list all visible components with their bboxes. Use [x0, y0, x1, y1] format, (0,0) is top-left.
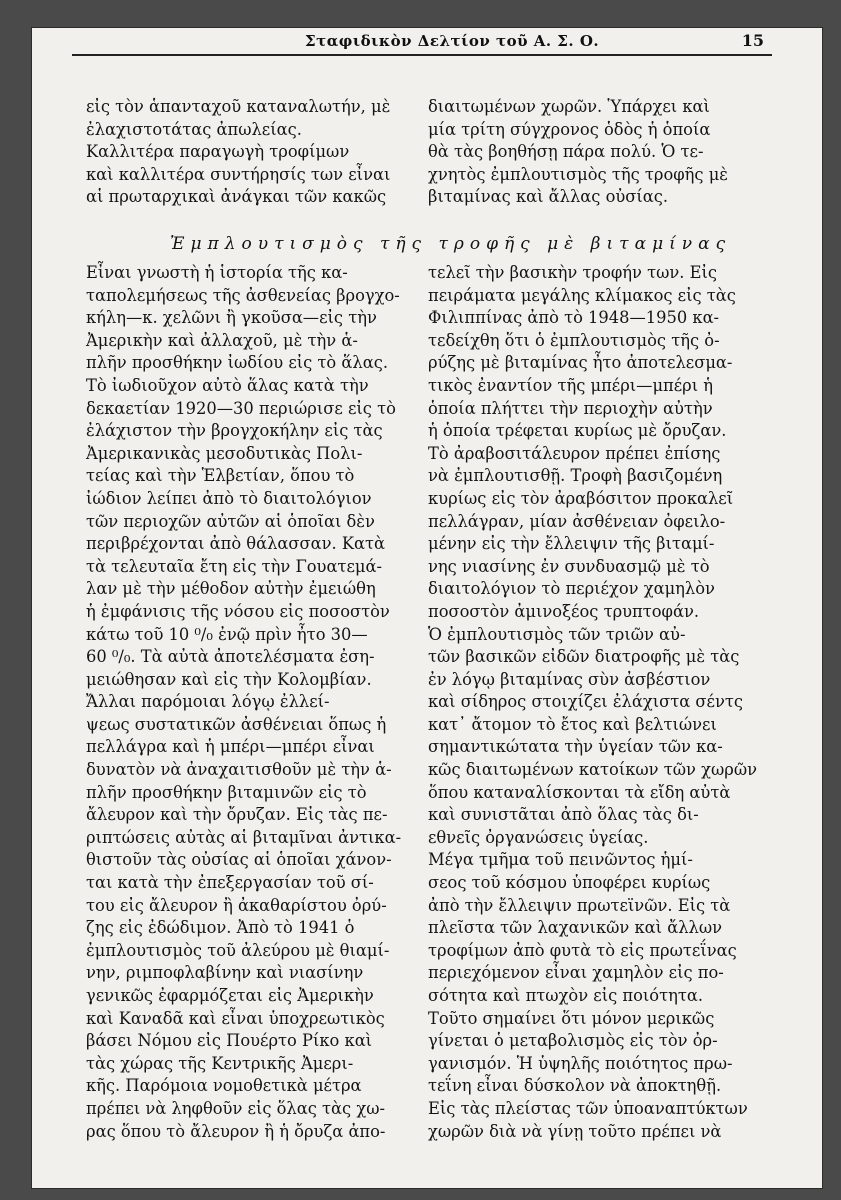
- text-line: εθνεῖς ὀργανώσεις ὑγείας.: [428, 827, 649, 847]
- section-heading: Ἐμπλουτισμὸς τῆς τροφῆς μὲ βιταμίνας: [170, 234, 732, 254]
- text-line: νὰ ἐμπλουτισθῇ. Τροφὴ βασιζομένη: [428, 466, 723, 486]
- top-right-column: [428, 96, 758, 209]
- text-line: καὶ σίδηρος στοιχίζει ἐλάχιστα σέντς: [428, 692, 743, 712]
- text-line: Ὁ ἐμπλουτισμὸς τῶν τριῶν αὐ-: [428, 624, 686, 644]
- right-column: [428, 262, 778, 1143]
- text-line: ἀπὸ τὴν ἔλλειψιν πρωτεϊνῶν. Εἰς τὰ: [428, 895, 731, 915]
- text-line: του εἰς ἄλευρον ἢ ἀκαθαρίστου ὀρύ-: [86, 895, 387, 915]
- text-line: ρύζης μὲ βιταμίνας ἦτο ἀποτελεσμα-: [428, 353, 733, 373]
- text-line: κατ᾽ ἄτομον τὸ ἔτος καὶ βελτιώνει: [428, 714, 717, 734]
- text-line: λαν μὲ τὴν μέθοδον αὐτὴν ἐμειώθη: [86, 579, 376, 599]
- text-line: τῶν βασικῶν εἰδῶν διατροφῆς μὲ τὰς: [428, 647, 740, 667]
- text-line: κάτω τοῦ 10 ⁰/₀ ἐνῷ πρὶν ἦτο 30—: [86, 624, 368, 644]
- text-line: διαιτολόγιον τὸ περιέχον χαμηλὸν: [428, 579, 715, 599]
- text-line: χωρῶν διὰ νὰ γίνῃ τοῦτο πρέπει νὰ: [428, 1121, 722, 1141]
- text-line: ἄλευρον καὶ τὴν ὄρυζαν. Εἰς τὰς πε-: [86, 805, 388, 825]
- text-line: ἡ ὁποία τρέφεται κυρίως μὲ ὄρυζαν.: [428, 421, 727, 441]
- text-line: χνητὸς ἐμπλουτισμὸς τῆς τροφῆς μὲ: [428, 164, 729, 184]
- text-line: γανισμόν. Ἡ ὑψηλῆς ποιότητος πρω-: [428, 1053, 733, 1073]
- text-line: ὁποία πλήττει τὴν περιοχὴν αὐτὴν: [428, 398, 713, 418]
- text-line: πλῆν προσθήκην ἰωδίου εἰς τὸ ἅλας.: [86, 353, 389, 373]
- text-line: ἐλάχιστον τὴν βρογχοκήλην εἰς τὰς: [86, 421, 383, 441]
- text-line: πειράματα μεγάλης κλίμακος εἰς τὰς: [428, 285, 736, 305]
- text-line: τελεῖ τὴν βασικὴν τροφήν των. Εἰς: [428, 263, 718, 282]
- text-line: Εἰς τὰς πλείστας τῶν ὑποαναπτύκτων: [428, 1098, 748, 1118]
- header-rule: [72, 54, 772, 56]
- text-line: Ἄλλαι παρόμοιαι λόγῳ ἐλλεί-: [86, 692, 330, 712]
- text-line: καὶ καλλιτέρα συντήρησίς των εἶναι: [86, 164, 391, 184]
- text-line: ἐλαχιστοτάτας ἀπωλείας.: [86, 119, 302, 139]
- left-column: [86, 262, 441, 1143]
- text-line: τεΐνη εἶναι δύσκολον νὰ ἀποκτηθῇ.: [428, 1076, 722, 1096]
- text-line: καὶ συνιστᾶται ἀπὸ ὅλας τὰς δι-: [428, 805, 699, 825]
- text-line: κῆς. Παρόμοια νομοθετικὰ μέτρα: [86, 1076, 362, 1096]
- text-line: ἡ ἐμφάνισις τῆς νόσου εἰς ποσοστὸν: [86, 601, 390, 621]
- top-left-column: [86, 96, 416, 209]
- text-line: κήλη—κ. χελῶνι ἢ γκοῦσα—εἰς τὴν: [86, 308, 377, 328]
- text-line: νην, ριμποφλαβίνην καὶ νιασίνην: [86, 963, 364, 983]
- text-line: Εἶναι γνωστὴ ἡ ἱστορία τῆς κα-: [86, 263, 348, 282]
- text-line: γίνεται ὁ μεταβολισμὸς εἰς τὸν ὀρ-: [428, 1031, 718, 1051]
- text-line: ἐν λόγῳ βιταμίνας σὺν ἀσβέστιον: [428, 669, 711, 689]
- text-line: δυνατὸν νὰ ἀναχαιτισθοῦν μὲ τὴν ἁ-: [86, 760, 392, 780]
- text-line: περιεχόμενον εἶναι χαμηλὸν εἰς πο-: [428, 963, 724, 983]
- text-line: τὰς χώρας τῆς Κεντρικῆς Ἀμερι-: [86, 1053, 354, 1073]
- text-line: βιταμίνας καὶ ἄλλας οὐσίας.: [428, 187, 669, 207]
- text-line: ποσοστὸν ἀμινοξέος τρυπτοφάν.: [428, 601, 700, 621]
- text-line: καὶ Καναδᾶ καὶ εἶναι ὑποχρεωτικὸς: [86, 1008, 385, 1028]
- text-line: δεκαετίαν 1920—30 περιώρισε εἰς τὸ: [86, 398, 396, 418]
- text-line: μία τρίτη σύγχρονος ὁδὸς ἡ ὁποία: [428, 119, 711, 139]
- text-line: νης νιασίνης ἐν συνδυασμῷ μὲ τὸ: [428, 556, 710, 576]
- text-line: διαιτωμένων χωρῶν. Ὑπάρχει καὶ: [428, 97, 710, 116]
- text-line: ταπολεμήσεως τῆς ἀσθενείας βρογχο-: [86, 285, 400, 305]
- text-line: περιβρέχονται ἀπὸ θάλασσαν. Κατὰ: [86, 534, 386, 554]
- text-line: τὰ τελευταῖα ἔτη εἰς τὴν Γουατεμά-: [86, 556, 382, 576]
- running-header: [80, 28, 770, 56]
- text-line: ζης εἰς ἐδώδιμον. Ἀπὸ τὸ 1941 ὁ: [86, 918, 355, 938]
- text-line: κῶς διαιτωμένων κατοίκων τῶν χωρῶν: [428, 760, 757, 780]
- text-line: ρας ὅπου τὸ ἄλευρον ἢ ἡ ὄρυζα ἀπο-: [86, 1121, 386, 1141]
- text-line: Τὸ ἰωδιοῦχον αὐτὸ ἅλας κατὰ τὴν: [86, 375, 369, 395]
- text-line: σημαντικώτατα τὴν ὑγείαν τῶν κα-: [428, 737, 723, 757]
- text-line: πελλάγρα καὶ ἡ μπέρι—μπέρι εἶναι: [86, 737, 375, 757]
- text-line: σότητα καὶ πτωχὸν εἰς ποιότητα.: [428, 986, 704, 1005]
- journal-title: Σταφιδικὸν Δελτίον τοῦ Α. Σ. Ο.: [305, 32, 600, 50]
- text-line: τῶν περιοχῶν αὐτῶν αἱ ὁποῖαι δὲν: [86, 511, 375, 531]
- text-line: Καλλιτέρα παραγωγὴ τροφίμων: [86, 142, 350, 162]
- text-line: Ἀμερικὴν καὶ ἀλλαχοῦ, μὲ τὴν ἁ-: [86, 330, 358, 350]
- text-line: εἰς τὸν ἁπανταχοῦ καταναλωτήν, μὲ: [86, 97, 391, 116]
- text-line: ψεως συστατικῶν ἀσθένειαι ὅπως ἡ: [86, 714, 387, 734]
- text-line: 60 ⁰/₀. Τὰ αὐτὰ ἀποτελέσματα ἐση-: [86, 647, 375, 667]
- page-number: 15: [741, 31, 764, 50]
- text-line: βάσει Νόμου εἰς Πουέρτο Ρίκο καὶ: [86, 1031, 373, 1051]
- text-line: πρέπει νὰ ληφθοῦν εἰς ὅλας τὰς χω-: [86, 1098, 385, 1118]
- text-line: γενικῶς ἐφαρμόζεται εἰς Ἀμερικὴν: [86, 986, 374, 1005]
- text-line: Μέγα τμῆμα τοῦ πεινῶντος ἡμί-: [428, 850, 693, 870]
- text-line: ἰώδιον λείπει ἀπὸ τὸ διαιτολόγιον: [86, 488, 372, 508]
- text-line: θὰ τὰς βοηθήσῃ πάρα πολύ. Ὁ τε-: [428, 142, 704, 162]
- text-line: πλῆν προσθήκην βιταμινῶν εἰς τὸ: [86, 782, 367, 802]
- text-line: τροφίμων ἀπὸ φυτὰ τὸ εἰς πρωτεΐνας: [428, 940, 737, 960]
- text-line: Ἀμερικανικὰς μεσοδυτικὰς Πολι-: [86, 443, 363, 463]
- text-line: θιστοῦν τὰς οὐσίας αἱ ὁποῖαι χάνον-: [86, 850, 392, 870]
- text-line: Τὸ ἀραβοσιτάλευρον πρέπει ἐπίσης: [428, 443, 721, 463]
- text-line: ται κατὰ τὴν ἐπεξεργασίαν τοῦ σί-: [86, 873, 374, 893]
- text-line: ριπτώσεις αὐτὰς αἱ βιταμῖναι ἀντικα-: [86, 827, 402, 847]
- text-line: ἐμπλουτισμὸς τοῦ ἀλεύρου μὲ θιαμί-: [86, 940, 390, 960]
- text-line: τικὸς ἐναντίον τῆς μπέρι—μπέρι ἡ: [428, 375, 714, 395]
- text-line: τείας καὶ τὴν Ἑλβετίαν, ὅπου τὸ: [86, 466, 355, 486]
- text-line: σεος τοῦ κόσμου ὑποφέρει κυρίως: [428, 873, 711, 893]
- text-line: κυρίως εἰς τὸν ἀραβόσιτον προκαλεῖ: [428, 488, 734, 508]
- text-line: μένην εἰς τὴν ἔλλειψιν τῆς βιταμί-: [428, 534, 715, 554]
- text-line: πελλάγραν, μίαν ἀσθένειαν ὀφειλο-: [428, 511, 726, 531]
- text-line: τεδείχθη ὅτι ὁ ἐμπλουτισμὸς τῆς ὀ-: [428, 330, 720, 350]
- text-line: μειώθησαν καὶ εἰς τὴν Κολομβίαν.: [86, 669, 372, 689]
- text-line: Τοῦτο σημαίνει ὅτι μόνον μερικῶς: [428, 1008, 715, 1028]
- text-line: Φιλιππίνας ἀπὸ τὸ 1948—1950 κα-: [428, 308, 720, 328]
- text-line: ὅπου καταναλίσκονται τὰ εἴδη αὐτὰ: [428, 782, 731, 802]
- text-line: αἱ πρωταρχικαὶ ἀνάγκαι τῶν κακῶς: [86, 187, 387, 207]
- text-line: πλεῖστα τῶν λαχανικῶν καὶ ἄλλων: [428, 918, 723, 938]
